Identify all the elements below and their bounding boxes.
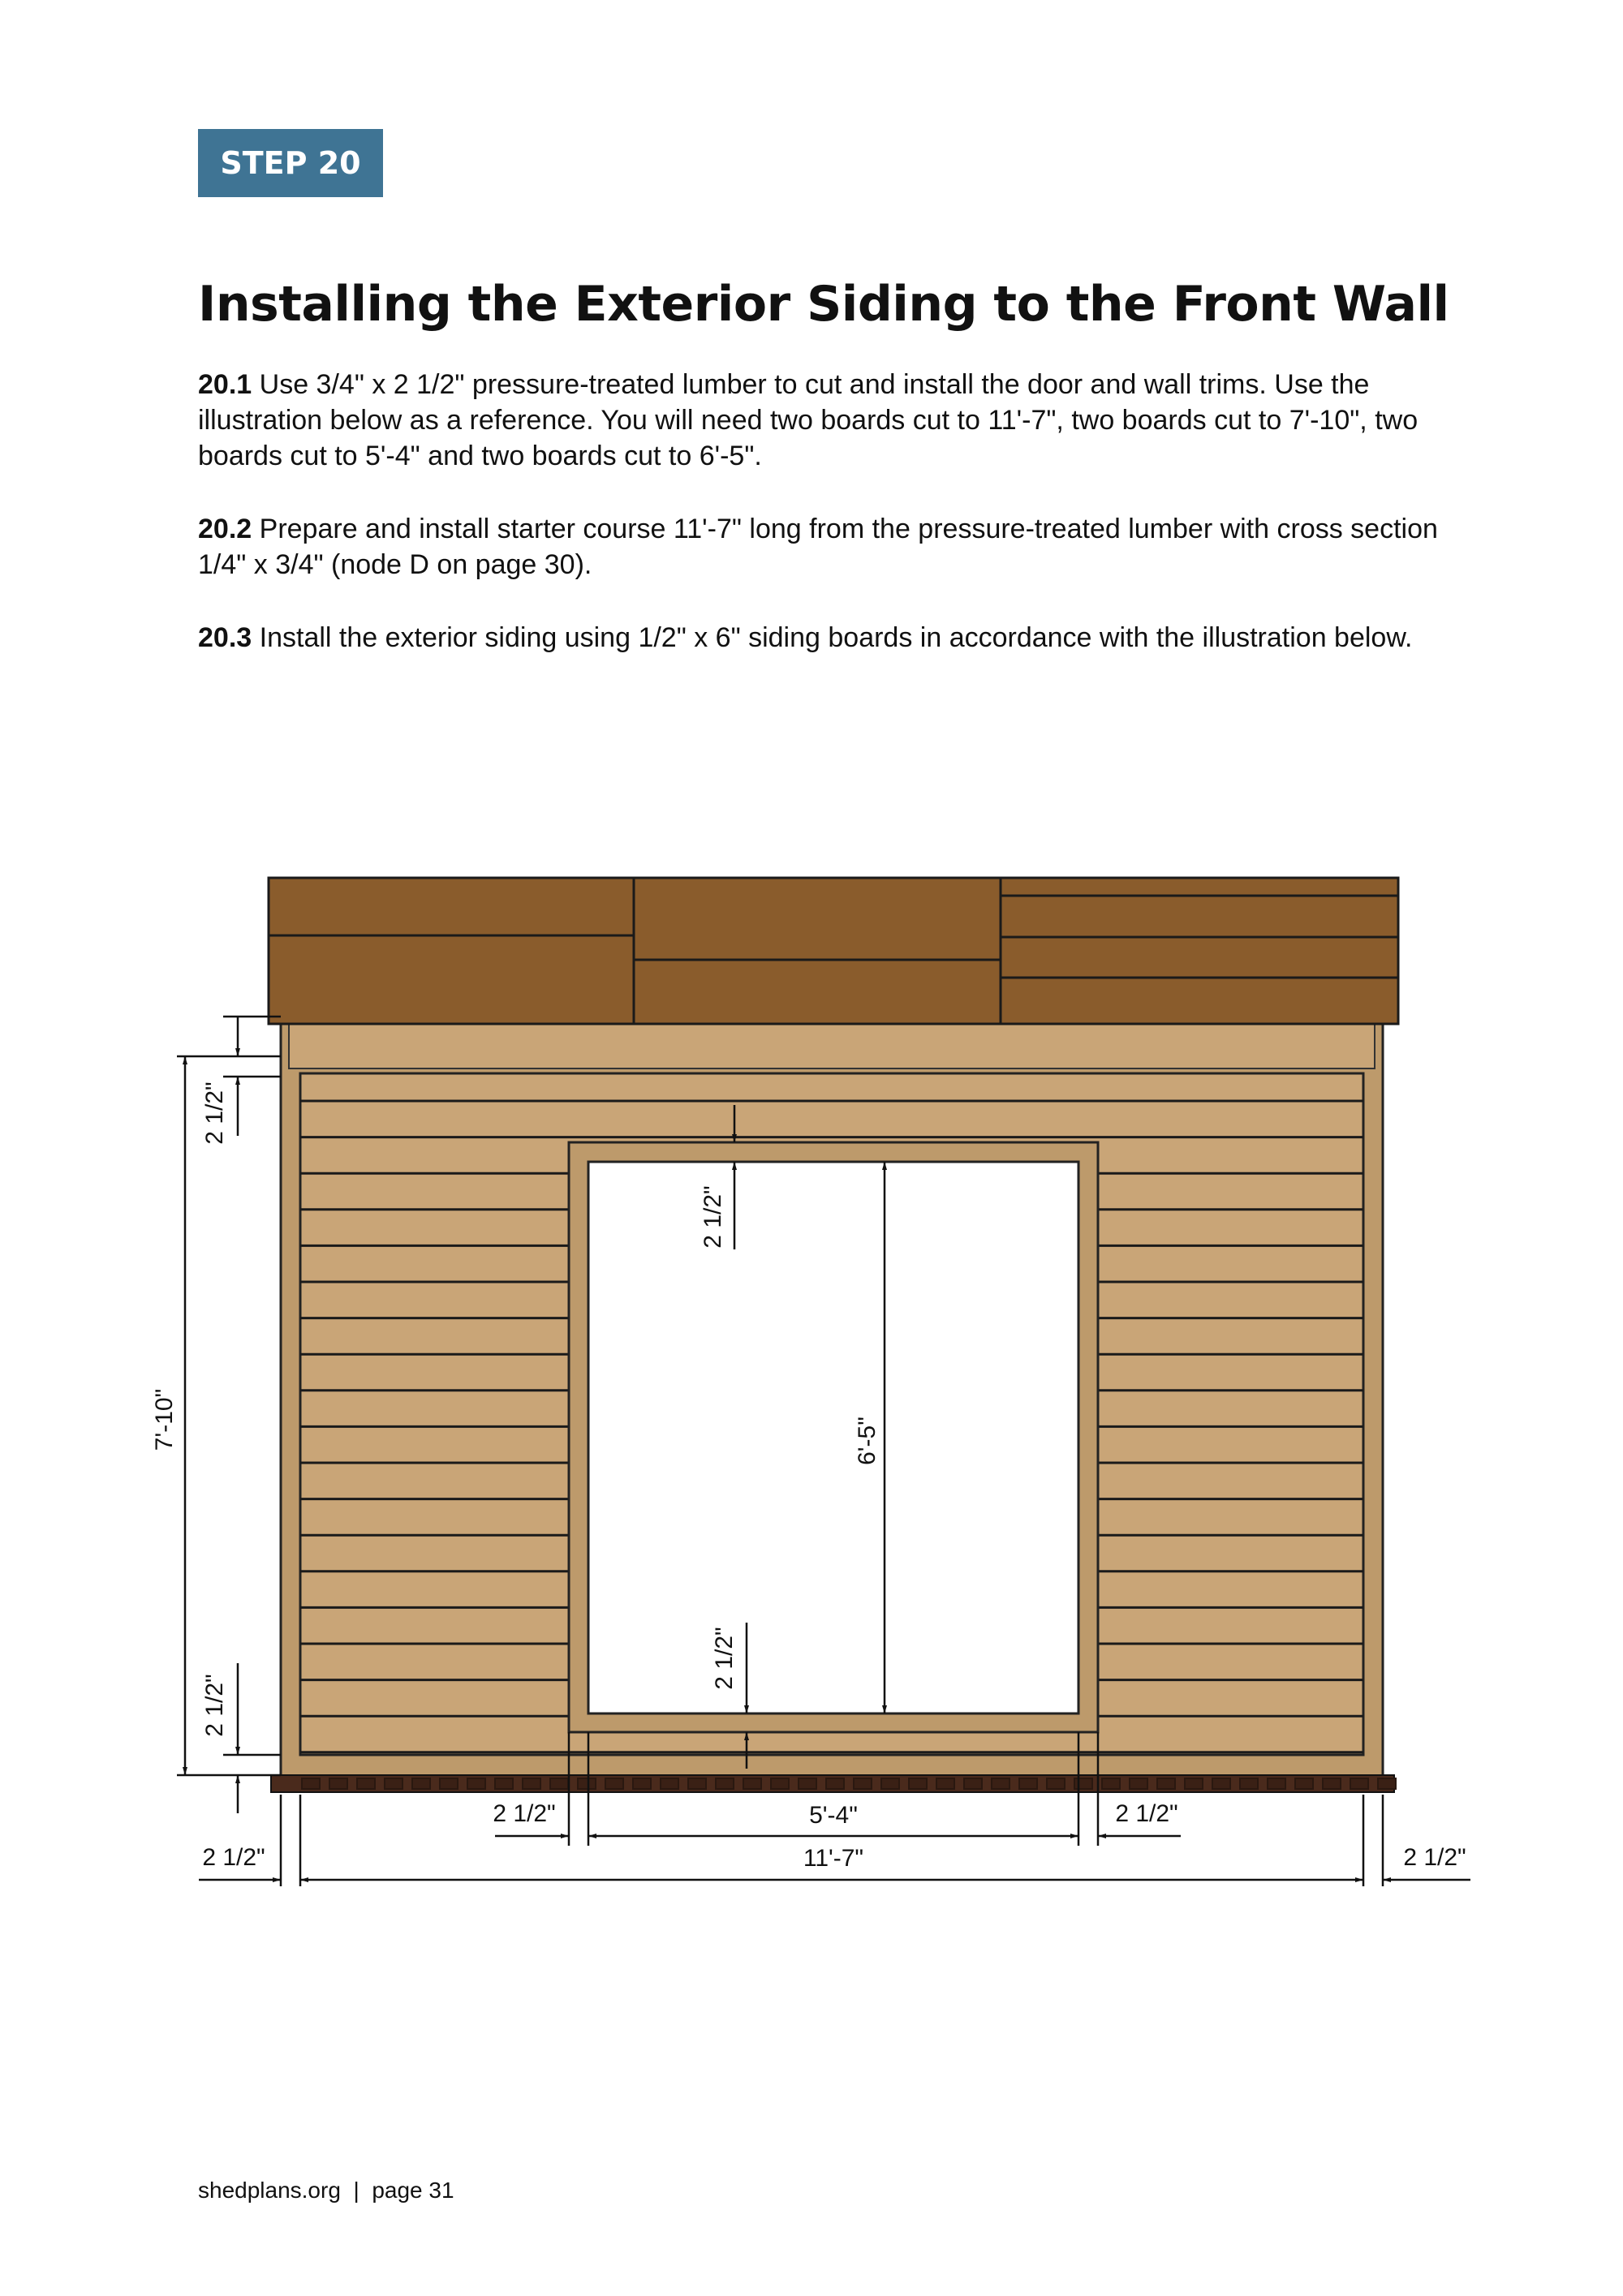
page-footer xyxy=(198,2178,454,2204)
starter-course-block xyxy=(1240,1778,1258,1789)
starter-course-block xyxy=(716,1778,734,1789)
starter-course-block xyxy=(1047,1778,1065,1789)
starter-course-block xyxy=(909,1778,927,1789)
page-title: Installing the Exterior Siding to the Front Wall xyxy=(198,276,1449,333)
dim-door-bottom-trim: 2 1/2" xyxy=(711,1627,738,1690)
footer-site: shedplans.org xyxy=(198,2178,341,2203)
starter-course-block xyxy=(799,1778,816,1789)
starter-course-block xyxy=(1378,1778,1396,1789)
starter-course-block xyxy=(1019,1778,1037,1789)
starter-course-block xyxy=(440,1778,458,1789)
starter-course-block xyxy=(495,1778,513,1789)
starter-course-block xyxy=(329,1778,347,1789)
starter-course-block xyxy=(605,1778,623,1789)
footer-separator: | xyxy=(353,2178,359,2203)
step-number: 20.2 xyxy=(198,514,252,544)
starter-course-block xyxy=(467,1778,485,1789)
starter-course-block xyxy=(881,1778,899,1789)
roof xyxy=(269,878,1398,1024)
dim-wall-height: 7'-10" xyxy=(151,1388,178,1451)
dim-door-top-trim: 2 1/2" xyxy=(700,1185,726,1249)
dim-top-trim: 2 1/2" xyxy=(201,1081,228,1145)
dim-door-left-trim: 2 1/2" xyxy=(493,1800,556,1827)
starter-course-block xyxy=(357,1778,375,1789)
starter-course-block xyxy=(550,1778,568,1789)
starter-course-block xyxy=(385,1778,403,1789)
door-opening xyxy=(588,1162,1078,1713)
starter-course-block xyxy=(1074,1778,1092,1789)
starter-course-block xyxy=(661,1778,678,1789)
starter-course-block xyxy=(826,1778,844,1789)
starter-course-block xyxy=(1102,1778,1120,1789)
starter-course-block xyxy=(633,1778,651,1789)
step-badge: STEP 20 xyxy=(198,129,383,197)
starter-course-block xyxy=(302,1778,320,1789)
dim-right-trim: 2 1/2" xyxy=(1403,1844,1466,1871)
starter-course-block xyxy=(1268,1778,1285,1789)
dim-door-width: 5'-4" xyxy=(809,1802,858,1829)
step-number: 20.1 xyxy=(198,369,252,400)
starter-course-block xyxy=(936,1778,954,1789)
starter-course-block xyxy=(1157,1778,1175,1789)
step-text: Use 3/4" x 2 1/2" pressure-treated lumber to cut and install the door and wall trims. Use the illustration below as a reference. You will need two boards cut to 11'-7", two boards cut to 7'-10", two boards cut to 5'-4" and two boards cut to 6'-5". xyxy=(198,369,1419,471)
starter-course-block xyxy=(1185,1778,1203,1789)
starter-course-block xyxy=(992,1778,1010,1789)
dim-door-right-trim: 2 1/2" xyxy=(1115,1800,1178,1827)
dim-left-trim: 2 1/2" xyxy=(202,1844,265,1871)
starter-course-block xyxy=(578,1778,596,1789)
dim-bottom-trim: 2 1/2" xyxy=(201,1674,228,1737)
dim-wall-width: 11'-7" xyxy=(803,1845,864,1872)
top-fascia xyxy=(289,1024,1375,1068)
starter-course-block xyxy=(523,1778,540,1789)
step-text: Prepare and install starter course 11'-7" long from the pressure-treated lumber with cross section 1/4" x 3/4" (node D on page 30). xyxy=(198,514,1438,580)
starter-course-block xyxy=(1350,1778,1368,1789)
step-number: 20.3 xyxy=(198,622,252,653)
starter-course-block xyxy=(1212,1778,1230,1789)
starter-course-block xyxy=(854,1778,872,1789)
step-text: Install the exterior siding using 1/2" x 6" siding boards in accordance with the illustration below. xyxy=(259,622,1413,653)
starter-course-block xyxy=(1130,1778,1147,1789)
dim-door-height: 6'-5" xyxy=(854,1417,880,1465)
starter-course-block xyxy=(743,1778,761,1789)
footer-page: page 31 xyxy=(372,2178,454,2203)
starter-course-block xyxy=(1323,1778,1341,1789)
starter-course-block xyxy=(964,1778,982,1789)
starter-course-block xyxy=(688,1778,706,1789)
starter-course-block xyxy=(771,1778,789,1789)
starter-course-block xyxy=(1295,1778,1313,1789)
starter-course-block xyxy=(412,1778,430,1789)
